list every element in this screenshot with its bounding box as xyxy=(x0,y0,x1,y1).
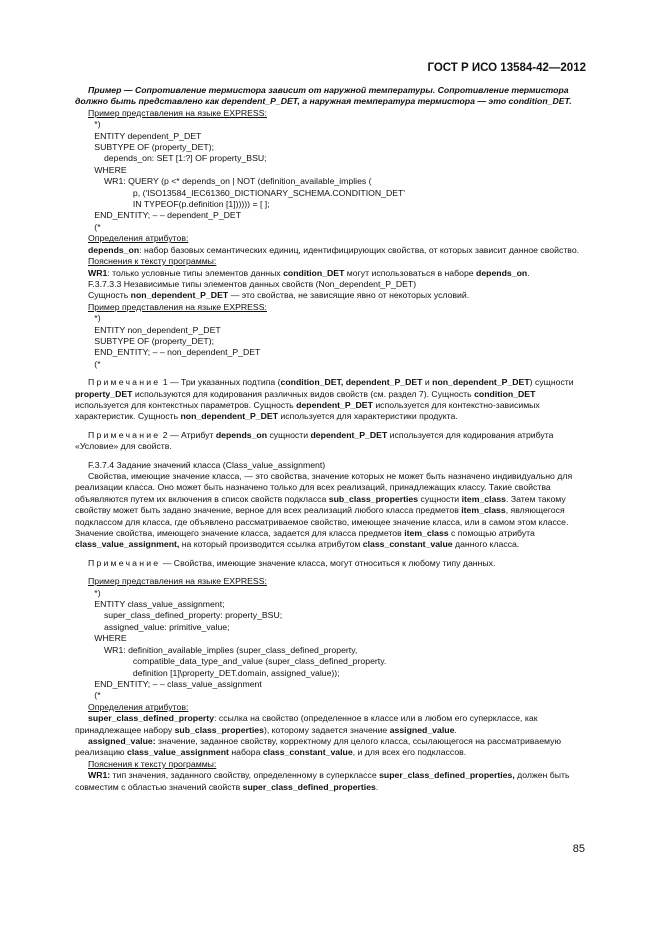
attr-definitions-label: Определения атрибутов: xyxy=(88,233,189,244)
attr-definition: assigned_value: значение, заданное свойству, корректному для целого класса, ссылающегося на рассматриваемую реализацию class_value_assignment набора class_constant_value, и для всех его подклассов. xyxy=(75,735,561,758)
note-1: Примечание 1 — Три указанных подтипа (condition_DET, dependent_P_DET и non_dependent_P_DET) сущности property_DET используются для кодирования различных видов свойств (см. раздел 7). Сущность condition_DET используется для контекстных параметров. Сущность dependent_P_DET используется для контекстно-зависимых характеристик. Сущность non_dependent_P_DET используется для характеристики продукта. xyxy=(75,377,574,422)
program-notes-label: Пояснения к тексту программы: xyxy=(88,758,217,769)
document-header: ГОСТ Р ИСО 13584-42—2012 xyxy=(427,62,586,74)
section-text: Сущность non_dependent_P_DET — это свойства, не зависящие явно от некоторых условий. xyxy=(88,290,470,301)
attr-definition: depends_on: набор базовых семантических единиц, идентифицирующих свойства, от которых зависит данное свойство. xyxy=(88,244,580,255)
express-code-block: *) ENTITY dependent_P_DET SUBTYPE OF (property_DET); depends_on: SET [1:?] OF property_BSU; WHERE WR1: QUERY (p <* depends_on | NOT (definition_available_implies ( p, ('ISO13584_IEC61360_DICTIONARY_SCHEMA.CONDITION_DET' IN TYPEOF(p.definition [1]))))) = [ ]; END_ENTITY; – – dependent_P_DET (* xyxy=(94,119,406,232)
section-text: Свойства, имеющие значение класса, — это свойства, значение которых не может быть назначено индивидуально для реализации класса. Оно может быть назначено только для всех реализаций, принадлежащих классу. Такие свойства объявляются путем их включения в список свойств подкласса sub_class_properties сущности item_class. Затем такому свойству может быть задано значение, верное для всех реализаций любого класса предметов item_class, являющегося подклассом для класса, где объявлено рассматриваемое свойство, имеющее значение класса, или в самом этом классе. Значение свойства, имеющего значение класса, задается для класса предметов item_class с помощью атрибута class_value_assignment, на который производится ссылка атрибутом class_constant_value данного класса. xyxy=(75,471,573,550)
express-label: Пример представления на языке EXPRESS: xyxy=(88,301,267,312)
page-number: 85 xyxy=(572,843,585,855)
express-label: Пример представления на языке EXPRESS: xyxy=(88,107,267,118)
example-paragraph: Пример — Сопротивление термистора зависит от наружной температуры. Сопротивление термистора должно быть представлено как dependent_P_DET, а наружная температура термистора — это condition_DET. xyxy=(75,85,572,107)
rule-explanation: WR1: тип значения, заданного свойству, определенному в суперклассе super_class_defined_properties, должен быть совместим с областью значений свойств super_class_defined_properties. xyxy=(75,770,570,792)
express-code-block: *) ENTITY non_dependent_P_DET SUBTYPE OF (property_DET); END_ENTITY; – – non_dependent_P_DET (* xyxy=(94,313,261,369)
rule-explanation: WR1: только условные типы элементов данных condition_DET могут использоваться в наборе depends_on. xyxy=(88,267,530,278)
express-code-block: *) ENTITY class_value_assignment; super_class_defined_property: property_BSU; assigned_value: primitive_value; WHERE WR1: definition_available_implies (super_class_defined_property, compatible_data_type_and_value (super_class_defined_property. definition [1]\property_DET.domain, assigned_value)); END_ENTITY; – – class_value_assignment (* xyxy=(94,587,387,701)
page-content xyxy=(75,85,585,793)
attr-definition: super_class_defined_property: ссылка на свойство (определенное в классе или в любом его суперклассе, как принадлежащее набору sub_class_properties), которому задается значение assigned_value. xyxy=(75,713,538,735)
express-label: Пример представления на языке EXPRESS: xyxy=(88,576,267,587)
note-2: Примечание 2 — Атрибут depends_on сущности dependent_P_DET используется для кодирования атрибута «Условие» для свойств. xyxy=(75,429,554,452)
section-heading: F.3.7.3.3 Независимые типы элементов данных свойств (Non_dependent_P_DET) xyxy=(88,278,417,289)
attr-definitions-label: Определения атрибутов: xyxy=(88,701,189,712)
section-heading: F.3.7.4 Задание значений класса (Class_value_assignment) xyxy=(88,459,326,470)
note-3: Примечание — Свойства, имеющие значение класса, могут относиться к любому типу данных. xyxy=(88,557,496,568)
program-notes-label: Пояснения к тексту программы: xyxy=(88,256,217,267)
